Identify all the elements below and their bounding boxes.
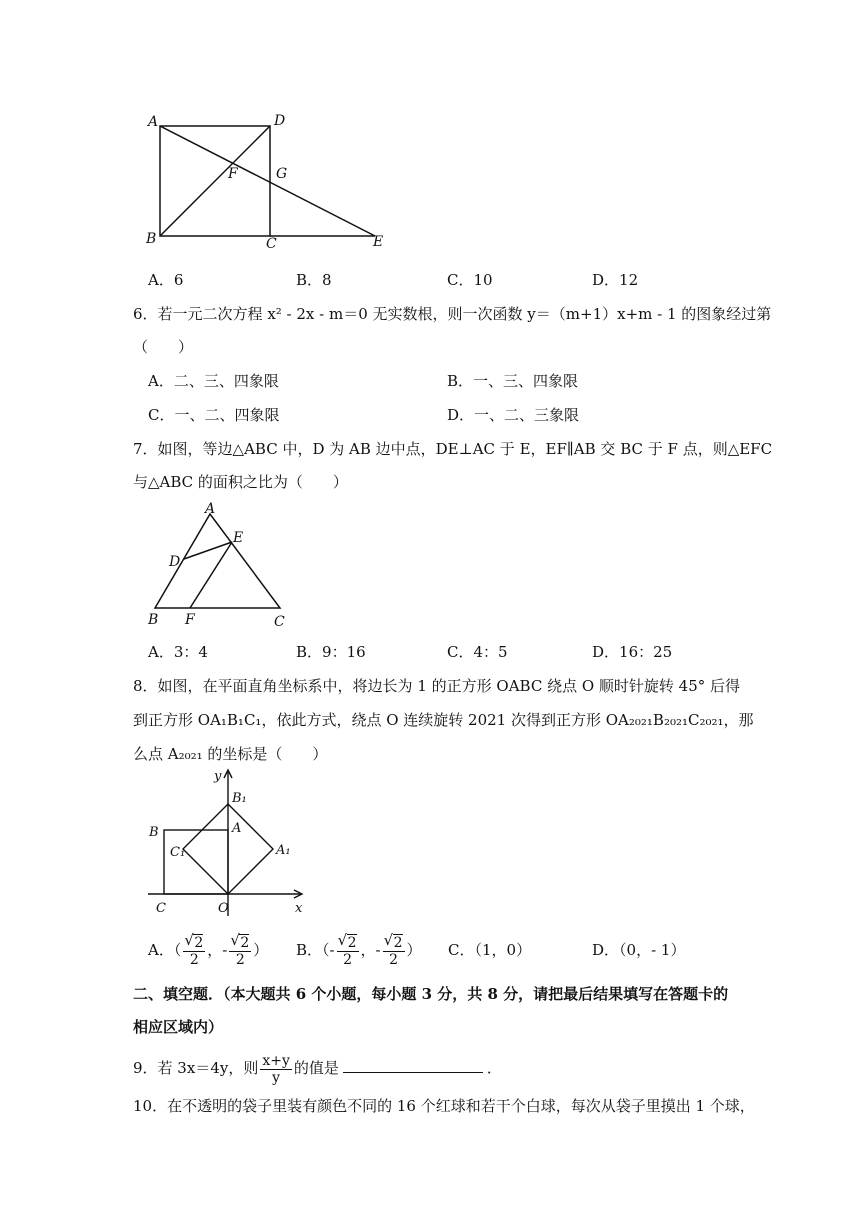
- fraction-denominator: 2: [343, 952, 353, 968]
- label-b: B: [146, 231, 157, 247]
- label-b: B: [149, 825, 159, 840]
- label-g: G: [276, 166, 288, 182]
- sqrt-radicand: √ 2: [393, 934, 403, 951]
- q6-stem-prefix: 6．若一元二次方程: [133, 305, 268, 323]
- label-a: A: [148, 114, 159, 130]
- q8-option-a-sep: ，-: [207, 941, 228, 959]
- q6-option-d: D．一、二、三象限: [447, 406, 580, 424]
- q9-suffix: 的值是: [293, 1059, 339, 1077]
- fraction-denominator: 2: [235, 952, 245, 968]
- q7-option-c: C．4：5: [447, 643, 508, 661]
- q5-option-a: A．6: [148, 271, 184, 289]
- label-o: O: [218, 901, 229, 916]
- q8-stem-line1: 8．如图，在平面直角坐标系中，将边长为 1 的正方形 OABC 绕点 O 顺时针旋转 45° 后得: [133, 677, 741, 695]
- label-b: B: [148, 612, 159, 628]
- q5-option-b: B．8: [296, 271, 332, 289]
- q9-stem: [133, 1050, 502, 1086]
- fraction: [383, 934, 405, 968]
- section-2-heading-line1: 二、填空题．（本大题共 6 个小题，每小题 3 分，共 8 分，请把最后结果填写在答题卡的: [133, 985, 729, 1003]
- figure-coordinate-squares: [140, 766, 320, 918]
- q10-stem-line1: 10．在不透明的袋子里装有颜色不同的 16 个红球和若干个白球，每次从袋子里摸出 1 个球，: [133, 1097, 755, 1115]
- fraction: [183, 934, 205, 968]
- label-c: C: [266, 236, 277, 252]
- q6-stem: [133, 303, 771, 325]
- q7-stem-line1: 7．如图，等边△ABC 中，D 为 AB 边中点，DE⊥AC 于 E，EF∥AB 交 BC 于 F 点，则△EFC: [133, 440, 773, 458]
- fraction-denominator: 2: [189, 952, 199, 968]
- q6-stem-line2: （ ）: [133, 338, 194, 356]
- q8-stem-line3: 么点 A₂₀₂₁ 的坐标是（ ）: [133, 745, 328, 763]
- fraction-x-plus-y-over-y: [260, 1053, 292, 1086]
- fraction-numerator: x+y: [262, 1052, 290, 1069]
- q6-option-c: C．一、二、四象限: [148, 406, 280, 424]
- q9-end: ．: [486, 1059, 502, 1077]
- q6-option-a: A．二、三、四象限: [148, 372, 279, 390]
- q8-option-a-suffix: ）: [253, 941, 269, 959]
- q8-option-d: D．（0，- 1）: [592, 941, 686, 959]
- q8-option-a-prefix: A．（: [148, 941, 182, 959]
- section-2-heading-line2: 相应区域内）: [133, 1018, 224, 1036]
- sqrt-radicand: √ 2: [193, 934, 203, 951]
- label-b1: B₁: [232, 791, 247, 806]
- q8-option-b-sep: ，-: [360, 941, 381, 959]
- label-d: D: [169, 554, 181, 570]
- answer-blank[interactable]: [343, 1058, 483, 1073]
- fraction: [337, 934, 359, 968]
- label-d: D: [274, 113, 286, 129]
- label-e: E: [233, 530, 244, 546]
- label-c1: C₁: [170, 845, 186, 860]
- fraction: [229, 934, 251, 968]
- figure-triangle-abc: [140, 500, 300, 632]
- label-c: C: [274, 614, 285, 630]
- sqrt-radicand: √ 2: [239, 934, 249, 951]
- label-e: E: [373, 234, 384, 250]
- figure-square-abcd: [140, 108, 400, 253]
- q7-stem-line2: 与△ABC 的面积之比为（ ）: [133, 473, 348, 491]
- q5-option-d: D．12: [592, 271, 639, 289]
- label-f: F: [228, 166, 238, 182]
- sqrt-radicand: √ 2: [347, 934, 357, 951]
- q8-stem-line2: 到正方形 OA₁B₁C₁，依此方式，绕点 O 连续旋转 2021 次得到正方形 OA₂₀₂₁B₂₀₂₁C₂₀₂₁，那: [133, 711, 754, 729]
- q9-prefix: 9．若 3x＝4y，则: [133, 1059, 259, 1077]
- q8-option-b-prefix: B．（-: [296, 941, 335, 959]
- q8-option-c: C．（1，0）: [448, 941, 532, 959]
- label-a: A: [232, 821, 242, 836]
- fraction-denominator: 2: [389, 952, 399, 968]
- label-f: F: [185, 612, 195, 628]
- q8-option-b-suffix: ）: [406, 941, 422, 959]
- q8-option-a: [148, 930, 268, 970]
- label-c: C: [156, 901, 166, 916]
- q6-stem-equation: x² - 2x - m＝0 无实数根，则一次函数 y＝（m+1）x+m - 1 的图象经过第: [267, 305, 772, 323]
- q7-option-d: D．16：25: [592, 643, 673, 661]
- label-a: A: [205, 501, 216, 517]
- label-x: x: [295, 901, 303, 916]
- q7-option-a: A．3：4: [148, 643, 208, 661]
- q8-option-b: [296, 930, 422, 970]
- q7-option-b: B．9：16: [296, 643, 366, 661]
- label-y: y: [214, 769, 222, 784]
- label-a1: A₁: [276, 843, 291, 858]
- q6-option-b: B．一、三、四象限: [447, 372, 579, 390]
- fraction-denominator: y: [272, 1069, 281, 1086]
- q5-option-c: C．10: [447, 271, 493, 289]
